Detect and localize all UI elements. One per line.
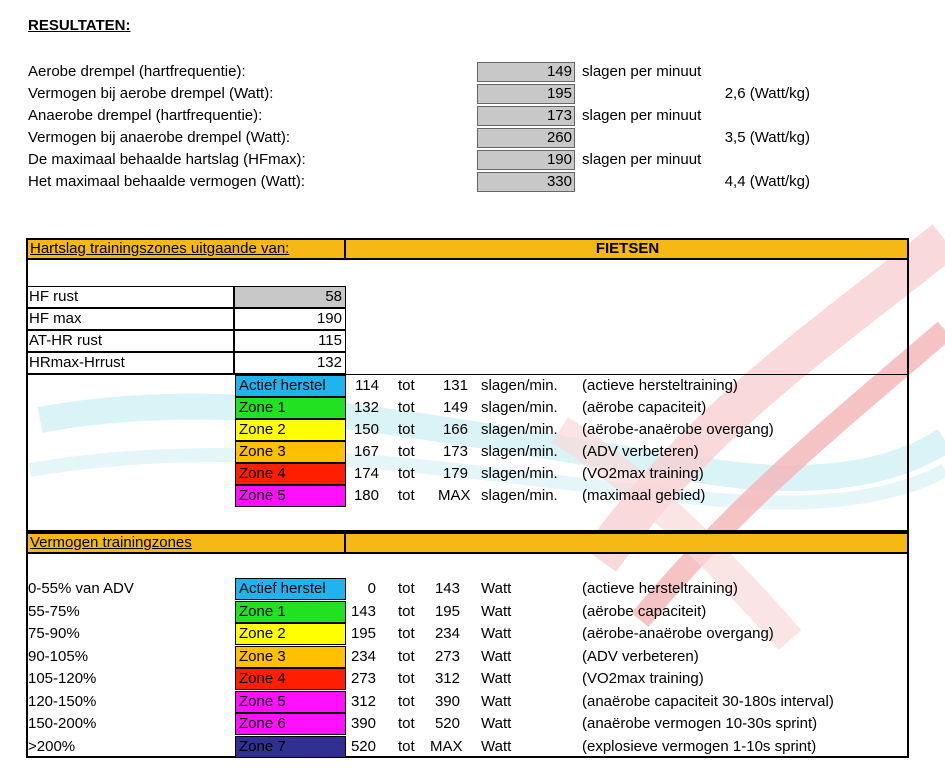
power-zone-label: Actief herstel (235, 578, 346, 600)
power-zone-to: 390 (434, 692, 460, 710)
power-zone-tot: tot (398, 692, 415, 710)
result-label: Aerobe drempel (hartfrequentie): (28, 63, 246, 80)
result-unit: slagen per minuut (582, 107, 702, 124)
hr-zone-unit: slagen/min. (481, 487, 558, 504)
power-zone-to: MAX (430, 737, 463, 755)
hr-zone-unit: slagen/min. (481, 399, 558, 416)
hr-zone-unit: slagen/min. (481, 443, 558, 460)
result-label: Anaerobe drempel (hartfrequentie): (28, 107, 263, 124)
power-zone-tot: tot (398, 670, 415, 687)
hr-param-label: HF max (26, 308, 234, 330)
hr-param-label: HF rust (26, 286, 234, 308)
page-title: RESULTATEN: (28, 17, 131, 34)
result-value: 330 (477, 172, 575, 192)
hr-param-value: 190 (234, 308, 346, 330)
power-zone-description: (aërobe capaciteit) (582, 602, 707, 620)
hr-zone-label: Zone 3 (235, 441, 346, 463)
power-zone-to: 143 (434, 580, 460, 597)
result-watt-per-kg: 3,5 (Watt/kg) (724, 129, 810, 146)
hr-zone-from: 150 (353, 421, 379, 438)
hr-zone-from: 114 (355, 377, 379, 394)
power-zone-unit: Watt (481, 625, 512, 642)
result-watt-per-kg: 2,6 (Watt/kg) (724, 85, 810, 102)
hr-zone-description: (aërobe-anaërobe overgang) (582, 421, 774, 438)
power-zone-from: 390 (350, 715, 376, 732)
sport-label: FIETSEN (595, 240, 660, 257)
result-unit: slagen per minuut (582, 151, 702, 168)
hr-zone-to: MAX (438, 487, 471, 504)
power-zone-description: (explosieve vermogen 1-10s sprint) (582, 737, 817, 755)
hr-zone-tot: tot (398, 377, 415, 394)
hr-zone-to: 149 (442, 399, 468, 416)
hr-zone-label: Zone 4 (235, 463, 346, 485)
result-watt-per-kg: 4,4 (Watt/kg) (724, 173, 810, 190)
power-zone-unit: Watt (481, 647, 512, 665)
result-value: 173 (477, 106, 575, 126)
hr-zone-label: Zone 5 (235, 485, 346, 507)
hr-zone-label: Zone 1 (235, 397, 346, 419)
hr-param-label: HRmax-Hrrust (26, 352, 234, 374)
power-zone-unit: Watt (481, 602, 512, 620)
power-header-right (348, 534, 907, 552)
power-zone-tot: tot (398, 580, 415, 597)
result-label: De maximaal behaalde hartslag (HFmax): (28, 151, 306, 168)
power-zone-from: 273 (350, 670, 376, 687)
hr-zone-to: 173 (442, 443, 468, 460)
hr-zone-from: 174 (353, 465, 379, 482)
power-zone-percentage: 75-90% (28, 625, 80, 642)
power-header-label: Vermogen trainingzones (28, 534, 346, 552)
power-zone-label: Zone 5 (235, 691, 346, 713)
hr-zone-description: (aërobe capaciteit) (582, 399, 707, 416)
power-zone-label: Zone 6 (235, 713, 346, 735)
hr-zone-tot: tot (398, 443, 415, 460)
result-value: 195 (477, 84, 575, 104)
hr-param-value: 115 (234, 330, 346, 352)
hr-zone-to: 166 (442, 421, 468, 438)
power-zone-label: Zone 2 (235, 623, 346, 645)
result-label: Vermogen bij anaerobe drempel (Watt): (28, 129, 291, 146)
hr-zone-tot: tot (398, 399, 415, 416)
hr-zone-label: Zone 2 (235, 419, 346, 441)
result-unit: slagen per minuut (582, 63, 702, 80)
hr-param-label: AT-HR rust (26, 330, 234, 352)
power-zone-percentage: >200% (28, 737, 76, 755)
result-value: 260 (477, 128, 575, 148)
power-zone-description: (aërobe-anaërobe overgang) (582, 625, 774, 642)
power-zone-to: 273 (434, 647, 460, 665)
power-zone-unit: Watt (481, 670, 512, 687)
power-zone-tot: tot (398, 647, 415, 665)
power-zone-from: 234 (350, 647, 376, 665)
power-zone-percentage: 0-55% van ADV (28, 580, 134, 597)
hr-header-label: Hartslag trainingszones uitgaande van: (28, 240, 346, 258)
hr-zone-to: 131 (442, 377, 468, 394)
hr-zone-tot: tot (398, 487, 415, 504)
power-zone-to: 195 (434, 602, 460, 620)
hr-zone-tot: tot (398, 421, 415, 438)
hr-zone-description: (ADV verbeteren) (582, 443, 699, 460)
power-zone-from: 520 (350, 737, 376, 755)
power-zone-unit: Watt (481, 692, 512, 710)
power-zone-percentage: 105-120% (28, 670, 97, 687)
power-zone-tot: tot (398, 715, 415, 732)
result-label: Vermogen bij aerobe drempel (Watt): (28, 85, 274, 102)
power-zone-description: (VO2max training) (582, 670, 704, 687)
hr-zone-to: 179 (442, 465, 468, 482)
hr-zone-description: (actieve hersteltraining) (582, 377, 738, 394)
power-zone-tot: tot (398, 625, 415, 642)
power-zone-to: 520 (434, 715, 460, 732)
hr-zone-from: 180 (353, 487, 379, 504)
power-zone-unit: Watt (481, 715, 512, 732)
result-value: 149 (477, 62, 575, 82)
hr-param-value: 132 (234, 352, 346, 374)
power-zone-to: 312 (434, 670, 460, 687)
power-zone-unit: Watt (481, 580, 512, 597)
power-zone-label: Zone 3 (235, 646, 346, 668)
power-zone-description: (anaërobe vermogen 10-30s sprint) (582, 715, 818, 732)
hr-zone-description: (VO2max training) (582, 465, 704, 482)
power-zone-percentage: 150-200% (28, 715, 97, 732)
power-zone-percentage: 90-105% (28, 647, 89, 665)
power-zone-tot: tot (398, 602, 415, 620)
power-zone-description: (ADV verbeteren) (582, 647, 699, 665)
result-value: 190 (477, 150, 575, 170)
power-section-header (26, 532, 909, 554)
hr-param-value: 58 (234, 286, 346, 308)
power-zone-label: Zone 7 (235, 736, 346, 758)
hr-zone-unit: slagen/min. (481, 465, 558, 482)
power-zone-description: (actieve hersteltraining) (582, 580, 738, 597)
power-zone-from: 0 (367, 580, 376, 597)
power-zone-percentage: 120-150% (28, 692, 97, 710)
power-zone-percentage: 55-75% (28, 602, 80, 620)
power-zone-from: 195 (350, 625, 376, 642)
hr-zone-tot: tot (398, 465, 415, 482)
power-zone-description: (anaërobe capaciteit 30-180s interval) (582, 692, 834, 710)
power-zone-from: 143 (350, 602, 376, 620)
power-zone-unit: Watt (481, 737, 512, 755)
hr-zone-label: Actief herstel (235, 375, 346, 397)
hr-section-header (26, 238, 909, 260)
hr-zone-unit: slagen/min. (481, 421, 558, 438)
hr-zone-unit: slagen/min. (481, 377, 558, 394)
power-zone-label: Zone 1 (235, 601, 346, 623)
hr-zone-from: 132 (353, 399, 379, 416)
result-label: Het maximaal behaalde vermogen (Watt): (28, 173, 306, 190)
hr-zone-from: 167 (353, 443, 379, 460)
power-zone-to: 234 (434, 625, 460, 642)
hr-zone-description: (maximaal gebied) (582, 487, 706, 504)
power-zone-from: 312 (350, 692, 376, 710)
power-zone-tot: tot (398, 737, 415, 755)
power-zone-label: Zone 4 (235, 668, 346, 690)
